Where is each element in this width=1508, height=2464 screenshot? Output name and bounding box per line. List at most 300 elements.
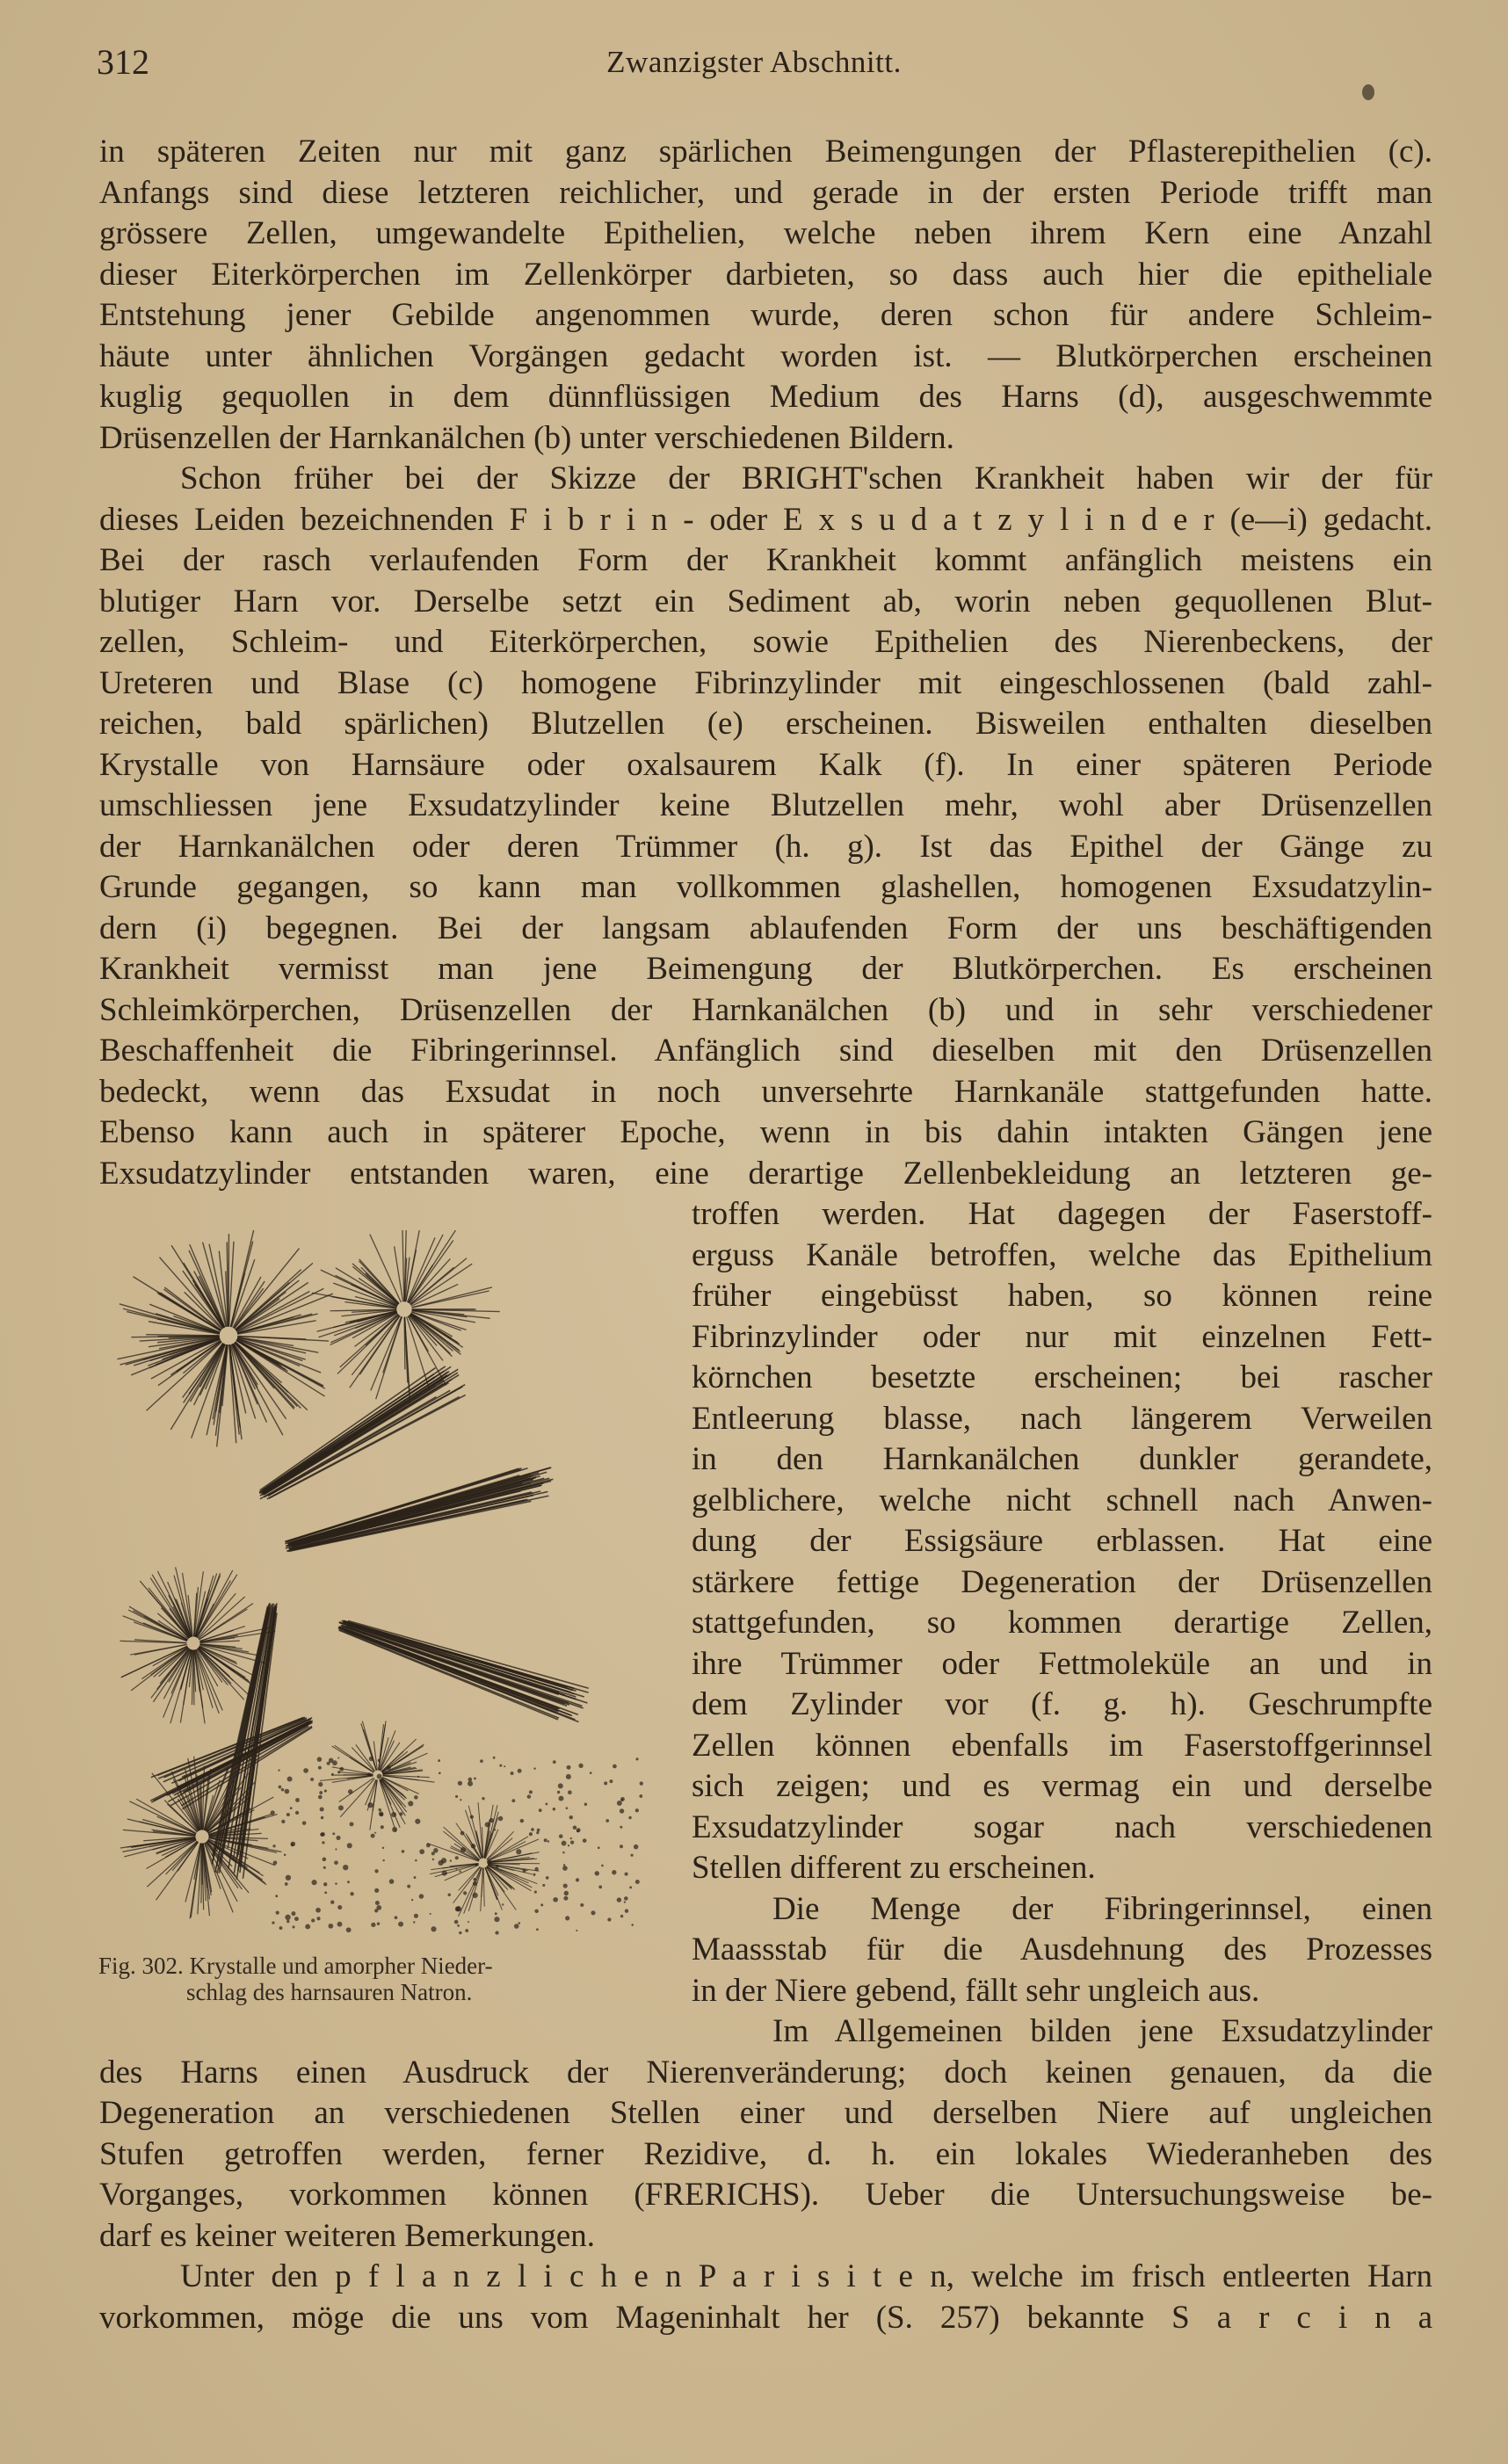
granule xyxy=(391,1812,396,1817)
text-line: Vorganges, vorkommen können (FRERICHS). Ueber die Untersuchungsweise be- xyxy=(99,2177,1432,2213)
granule xyxy=(511,1799,515,1802)
text-line: der Harnkanälchen oder deren Trümmer (h. g). Ist das Epithel der Gänge zu xyxy=(99,828,1432,865)
granule xyxy=(367,1802,373,1808)
crystal-needle-bundle xyxy=(338,1620,589,1721)
text-line: Fibrinzylinder oder nur mit einzelnen Fett- xyxy=(692,1318,1432,1355)
text-line: in der Niere gebend, fällt sehr ungleich aus. xyxy=(692,1972,1260,2009)
granule xyxy=(553,1760,556,1764)
granule xyxy=(584,1802,587,1805)
page-number: 312 xyxy=(97,42,149,82)
granule xyxy=(375,1901,380,1905)
granule xyxy=(350,1822,354,1826)
text-line: Schleimkörperchen, Drüsenzellen der Harnkanälchen (b) und in sehr verschiedener xyxy=(99,991,1432,1028)
granule xyxy=(562,1852,565,1854)
granule xyxy=(316,1917,320,1920)
granule xyxy=(563,1883,568,1888)
granule xyxy=(598,1885,602,1888)
granule xyxy=(335,1848,337,1850)
granule xyxy=(580,1903,584,1907)
text-line: kuglig gequollen in dem dünnflüssigen Medium des Harns (d), ausgeschwemmte xyxy=(99,379,1432,415)
granule xyxy=(565,1916,569,1920)
granule xyxy=(567,1765,571,1770)
granule xyxy=(504,1765,505,1767)
granule xyxy=(285,1789,290,1794)
granule xyxy=(499,1765,502,1767)
text-line: dern (i) begegnen. Bei der langsam ablaufenden Form der uns beschäftigenden xyxy=(99,910,1432,946)
granule xyxy=(624,1896,628,1901)
granule xyxy=(590,1772,592,1774)
granule xyxy=(329,1924,334,1929)
granule xyxy=(272,1922,274,1924)
granule xyxy=(617,1801,622,1806)
text-line: vorkommen, möge die uns vom Mageninhalt her (S. 257) bekannte S a r c i n a xyxy=(99,2299,1432,2336)
granule xyxy=(516,1849,521,1854)
granule xyxy=(539,1808,542,1812)
granule xyxy=(620,1808,624,1813)
granule xyxy=(558,1796,563,1801)
granule xyxy=(468,1781,473,1786)
granule xyxy=(534,1867,538,1871)
granule xyxy=(531,1828,534,1831)
granule xyxy=(324,1789,327,1792)
granule xyxy=(387,1765,391,1770)
granule xyxy=(276,1911,279,1915)
text-line: in späteren Zeiten nur mit ganz spärlichen Beimengungen der Pflasterepithelien (c). xyxy=(99,134,1432,170)
granule xyxy=(620,1915,623,1917)
granule xyxy=(493,1757,496,1759)
granule xyxy=(601,1865,604,1867)
granule xyxy=(430,1913,431,1915)
text-line: Grunde gegangen, so kann man vollkommen glashellen, homogenen Exsudatzylin- xyxy=(99,869,1432,905)
granule xyxy=(456,1906,461,1911)
granule xyxy=(474,1777,476,1779)
granule xyxy=(337,1905,342,1910)
crystal-needle-bundle xyxy=(285,1468,553,1551)
text-line: Ebenso kann auch in späterer Epoche, wenn in bis dahin intakten Gängen jene xyxy=(99,1114,1432,1150)
granule xyxy=(332,1832,335,1835)
granule xyxy=(346,1927,352,1932)
granule xyxy=(635,1757,638,1760)
granule xyxy=(419,1849,424,1854)
granule xyxy=(335,1882,337,1885)
granule xyxy=(334,1860,338,1865)
granule xyxy=(377,1774,382,1779)
text-line: Unter den p f l a n z l i c h e n P a r i s i t e n, welche im frisch entleerten Harn xyxy=(180,2258,1432,2294)
granule xyxy=(640,1781,643,1785)
granule xyxy=(329,1757,334,1763)
granule xyxy=(471,1844,475,1848)
granule xyxy=(518,1922,520,1924)
granule xyxy=(426,1843,431,1847)
granule xyxy=(557,1791,560,1794)
granule xyxy=(494,1917,499,1922)
granule xyxy=(399,1812,402,1815)
granule xyxy=(540,1903,543,1906)
text-line: umschliessen jene Exsudatzylinder keine Blutzellen mehr, wohl aber Drüsenzellen xyxy=(99,787,1432,823)
text-line: blutiger Harn vor. Derselbe setzt ein Sediment ab, worin neben gequollenen Blut- xyxy=(99,583,1432,620)
granule xyxy=(498,1816,504,1822)
granule xyxy=(323,1882,327,1886)
granule xyxy=(339,1767,344,1772)
granule xyxy=(369,1757,373,1761)
granule xyxy=(473,1881,477,1886)
granule xyxy=(460,1847,466,1852)
granule xyxy=(576,1930,577,1931)
granule xyxy=(518,1769,522,1773)
granule xyxy=(536,1928,539,1931)
granule xyxy=(398,1922,403,1927)
granule xyxy=(415,1819,420,1824)
granule xyxy=(438,1759,440,1762)
granule xyxy=(520,1819,524,1823)
granule xyxy=(613,1765,617,1769)
granule xyxy=(523,1869,526,1873)
granule xyxy=(291,1911,295,1916)
granule xyxy=(417,1776,419,1778)
granule xyxy=(558,1783,563,1788)
granule xyxy=(553,1808,555,1810)
granule xyxy=(598,1846,600,1849)
granule xyxy=(529,1832,533,1836)
text-line: Stellen different zu erscheinen. xyxy=(692,1850,1096,1886)
text-line: Die Menge der Fibringerinnsel, einen xyxy=(772,1890,1432,1927)
text-line: stattgefunden, so kommen derartige Zellen, xyxy=(692,1605,1432,1641)
granule xyxy=(414,1795,418,1800)
granule xyxy=(533,1873,535,1876)
text-line: ihre Trümmer oder Fettmoleküle an und in xyxy=(692,1645,1432,1682)
granule xyxy=(553,1897,558,1902)
granule xyxy=(563,1896,568,1901)
granule xyxy=(529,1790,533,1794)
granule xyxy=(533,1767,535,1769)
granule xyxy=(279,1926,283,1930)
granule xyxy=(527,1794,531,1798)
granule xyxy=(337,1757,339,1758)
granule xyxy=(395,1916,398,1919)
granule xyxy=(286,1920,289,1923)
granule xyxy=(485,1822,490,1827)
granule xyxy=(487,1859,492,1865)
granule xyxy=(564,1891,569,1895)
granule xyxy=(563,1864,565,1866)
caption-line: Fig. 302. Krystalle und amorpher Nieder- xyxy=(98,1953,493,1979)
granule xyxy=(620,1844,623,1848)
granule xyxy=(407,1885,410,1888)
granule xyxy=(459,1870,460,1872)
text-line: dieser Eiterkörperchen im Zellenkörper darbieten, so dass auch hier die epitheliale xyxy=(99,256,1432,293)
granule xyxy=(295,1798,300,1802)
text-line: sich zeigen; und es vermag ein und derselbe xyxy=(692,1768,1432,1804)
granule xyxy=(454,1920,459,1924)
granule xyxy=(576,1878,579,1881)
granule xyxy=(378,1808,381,1812)
granule xyxy=(380,1813,383,1816)
granule xyxy=(534,1910,539,1914)
granule xyxy=(392,1827,397,1832)
granule xyxy=(292,1925,294,1928)
granule xyxy=(482,1797,484,1800)
granule xyxy=(595,1871,599,1875)
granule xyxy=(272,1844,275,1847)
text-line: troffen werden. Hat dagegen der Faserstoff- xyxy=(692,1196,1432,1232)
granule xyxy=(473,1893,478,1898)
granule xyxy=(628,1816,631,1819)
granule xyxy=(419,1894,424,1898)
granule xyxy=(371,1923,375,1927)
granule xyxy=(303,1768,308,1773)
granule xyxy=(374,1888,379,1893)
text-line: zellen, Schleim- und Eiterkörperchen, sowie Epithelien des Nierenbeckens, der xyxy=(99,624,1432,660)
granule xyxy=(367,1772,371,1776)
granule xyxy=(389,1879,395,1884)
granule xyxy=(562,1841,567,1846)
text-line: darf es keiner weiteren Bemerkungen. xyxy=(99,2217,595,2254)
granule xyxy=(402,1850,405,1853)
granule xyxy=(281,1788,285,1792)
granule xyxy=(568,1844,569,1846)
granule xyxy=(639,1794,642,1798)
granule xyxy=(347,1843,352,1848)
granule xyxy=(547,1840,549,1842)
granule xyxy=(460,1799,461,1801)
text-line: Exsudatzylinder sogar nach verschiedenen xyxy=(692,1808,1432,1845)
granule xyxy=(275,1895,278,1897)
granule xyxy=(315,1908,321,1913)
granule xyxy=(496,1865,499,1868)
granule xyxy=(536,1831,539,1834)
granule xyxy=(460,1831,465,1836)
granule xyxy=(414,1914,418,1918)
granule xyxy=(348,1789,352,1794)
text-line: Ureteren und Blase (c) homogene Fibrinzylinder mit eingeschlossenen (bald zahl- xyxy=(99,664,1432,701)
granule xyxy=(415,1859,417,1862)
granule xyxy=(338,1805,344,1810)
crystal-needle-bundle xyxy=(259,1366,466,1499)
granule xyxy=(494,1829,496,1830)
granule xyxy=(562,1866,568,1871)
figure-caption xyxy=(98,1953,661,2005)
granule xyxy=(570,1840,574,1844)
granule xyxy=(624,1901,626,1902)
granule xyxy=(631,1854,634,1857)
granule xyxy=(317,1757,323,1762)
granule xyxy=(569,1815,573,1819)
granule xyxy=(450,1859,452,1861)
granule xyxy=(629,1886,632,1888)
granule xyxy=(617,1897,621,1902)
granule xyxy=(566,1774,571,1779)
granule xyxy=(442,1870,447,1875)
granule xyxy=(305,1924,310,1930)
granule xyxy=(286,1875,291,1881)
granule xyxy=(324,1891,327,1894)
granule xyxy=(441,1858,446,1863)
granule xyxy=(546,1876,549,1880)
text-line: Entleerung blasse, nach längerem Verweilen xyxy=(692,1400,1432,1437)
text-line: des Harns einen Ausdruck der Nierenveränderung; doch keinen genauen, da die xyxy=(99,2054,1432,2091)
granule xyxy=(545,1802,547,1805)
granule xyxy=(489,1818,494,1823)
granule xyxy=(458,1781,462,1786)
granule xyxy=(322,1841,324,1844)
text-line: körnchen besetzte erscheinen; bei rascher xyxy=(692,1359,1432,1395)
granule xyxy=(279,1786,282,1789)
granule xyxy=(330,1900,334,1903)
granule xyxy=(291,1844,294,1847)
granule xyxy=(294,1917,299,1921)
crystal-cluster xyxy=(312,1230,500,1403)
granule xyxy=(350,1892,353,1895)
granule xyxy=(542,1884,545,1887)
granule xyxy=(455,1868,457,1870)
granule xyxy=(343,1865,348,1870)
granule xyxy=(607,1917,611,1921)
granule xyxy=(544,1838,547,1842)
granule xyxy=(321,1832,325,1837)
ink-spot xyxy=(1362,84,1374,100)
text-line: Entstehung jener Gebilde angenommen wurde, deren schon für andere Schleim- xyxy=(99,297,1432,333)
granule xyxy=(635,1880,640,1884)
granule xyxy=(408,1801,413,1806)
granule xyxy=(319,1791,323,1794)
text-line: gelblichere, welche nicht schnell nach Anwen- xyxy=(692,1482,1432,1518)
crystal-needle-bundle xyxy=(212,1603,277,1880)
text-line: stärkere fettige Degeneration der Drüsenzellen xyxy=(692,1563,1432,1600)
granule xyxy=(576,1830,579,1832)
granule xyxy=(310,1778,314,1781)
figure-crystals-illustration xyxy=(114,1230,659,1942)
granule xyxy=(612,1870,616,1874)
granule xyxy=(620,1799,623,1801)
granule xyxy=(382,1859,384,1861)
granule xyxy=(411,1899,413,1901)
granule xyxy=(578,1764,583,1768)
granule xyxy=(371,1834,375,1838)
granule xyxy=(455,1795,458,1798)
granule xyxy=(635,1808,639,1812)
granule xyxy=(468,1778,473,1782)
granule xyxy=(382,1847,384,1849)
text-line: reichen, bald spärlichen) Blutzellen (e) erscheinen. Bisweilen enthalten dieselben xyxy=(99,706,1432,742)
granule xyxy=(331,1773,334,1776)
granule xyxy=(495,1912,497,1915)
granule xyxy=(502,1903,504,1905)
granule xyxy=(311,1918,315,1922)
granule xyxy=(459,1931,461,1934)
granule xyxy=(609,1779,613,1783)
granule xyxy=(511,1772,514,1775)
text-line: Beschaffenheit die Fibringerinnsel. Anfänglich sind dieselben mit den Drüsenzellen xyxy=(99,1033,1432,1069)
granule xyxy=(318,1795,323,1800)
text-line: Degeneration an verschiedenen Stellen einer und derselben Niere auf ungleichen xyxy=(99,2095,1432,2131)
text-line: Anfangs sind diese letzteren reichlicher, und gerade in der ersten Periode trifft man xyxy=(99,174,1432,211)
granule xyxy=(631,1924,634,1926)
granule xyxy=(337,1922,343,1927)
granule xyxy=(337,1771,340,1773)
text-line: Krystalle von Harnsäure oder oxalsaurem Kalk (f). In einer späteren Periode xyxy=(99,746,1432,783)
granule xyxy=(381,1825,384,1829)
granule xyxy=(625,1873,628,1876)
granule xyxy=(457,1924,460,1927)
text-line: in den Harnkanälchen dunkler gerandete, xyxy=(692,1441,1432,1477)
granule xyxy=(323,1866,326,1869)
granule xyxy=(287,1776,293,1781)
granule xyxy=(573,1825,577,1830)
text-line: Zellen können ebenfalls im Faserstoffgerinnsel xyxy=(692,1727,1432,1764)
granule xyxy=(413,1921,415,1923)
text-line: Stufen getroffen werden, ferner Rezidive, d. h. ein lokales Wiederanheben des xyxy=(99,2135,1432,2172)
text-line: grössere Zellen, umgewandelte Epithelien, welche neben ihrem Kern eine Anzahl xyxy=(99,215,1432,251)
granule xyxy=(534,1891,537,1894)
granule xyxy=(480,1759,483,1763)
granule xyxy=(625,1909,628,1912)
running-head: Zwanzigster Abschnitt. xyxy=(606,45,902,79)
text-line: Maassstab für die Ausdehnung des Prozesses xyxy=(692,1931,1432,1968)
granule xyxy=(318,1782,323,1786)
granule xyxy=(605,1819,609,1823)
granule xyxy=(591,1910,595,1915)
text-line: dem Zylinder vor (f. g. h). Geschrumpfte xyxy=(692,1686,1432,1722)
text-line: Im Allgemeinen bilden jene Exsudatzylinder xyxy=(772,2013,1432,2049)
granule xyxy=(432,1859,434,1860)
granule xyxy=(284,1854,286,1857)
granule xyxy=(468,1921,469,1923)
granule xyxy=(377,1923,380,1925)
granule xyxy=(439,1772,441,1774)
granule xyxy=(514,1924,519,1929)
granule xyxy=(320,1807,324,1811)
granule xyxy=(455,1856,459,1859)
granule xyxy=(285,1882,288,1886)
granule xyxy=(470,1815,474,1818)
granule xyxy=(583,1838,587,1843)
granule xyxy=(570,1837,572,1839)
text-line: erguss Kanäle betroffen, welche das Epithelium xyxy=(692,1236,1432,1273)
granule xyxy=(376,1905,381,1910)
granule xyxy=(414,1876,417,1879)
granule xyxy=(336,1836,340,1840)
granule xyxy=(378,1759,381,1762)
granule xyxy=(473,1878,476,1881)
granule xyxy=(281,1820,285,1823)
crystal-cluster xyxy=(117,1230,332,1446)
granule xyxy=(285,1915,290,1920)
granule xyxy=(568,1790,572,1794)
granule xyxy=(620,1826,622,1829)
granule xyxy=(447,1893,451,1896)
text-line: früher eingebüsst haben, so können reine xyxy=(692,1278,1432,1314)
granule xyxy=(295,1811,299,1815)
granule xyxy=(311,1880,316,1885)
granule xyxy=(566,1807,569,1809)
caption-line: schlag des harnsauren Natron. xyxy=(186,1979,473,2005)
granule xyxy=(634,1844,638,1849)
granule xyxy=(323,1858,327,1862)
granule xyxy=(604,1781,607,1785)
granule xyxy=(273,1860,278,1865)
granule xyxy=(374,1832,376,1834)
granule xyxy=(465,1929,468,1932)
text-line: bedeckt, wenn das Exsudat in noch unversehrte Harnkanäle stattgefunden hatte. xyxy=(99,1073,1432,1110)
text-line: Exsudatzylinder entstanden waren, eine derartige Zellenbekleidung an letzteren ge- xyxy=(99,1155,1432,1192)
granule xyxy=(318,1766,322,1770)
granule xyxy=(278,1769,279,1771)
text-line: dieses Leiden bezeichnenden F i b r i n - oder E x s u d a t z y l i n d e r (e—i) gedacht. xyxy=(99,501,1432,538)
granule xyxy=(302,1821,307,1825)
granule xyxy=(286,1813,290,1816)
granule xyxy=(559,1834,563,1838)
granule xyxy=(347,1881,350,1883)
